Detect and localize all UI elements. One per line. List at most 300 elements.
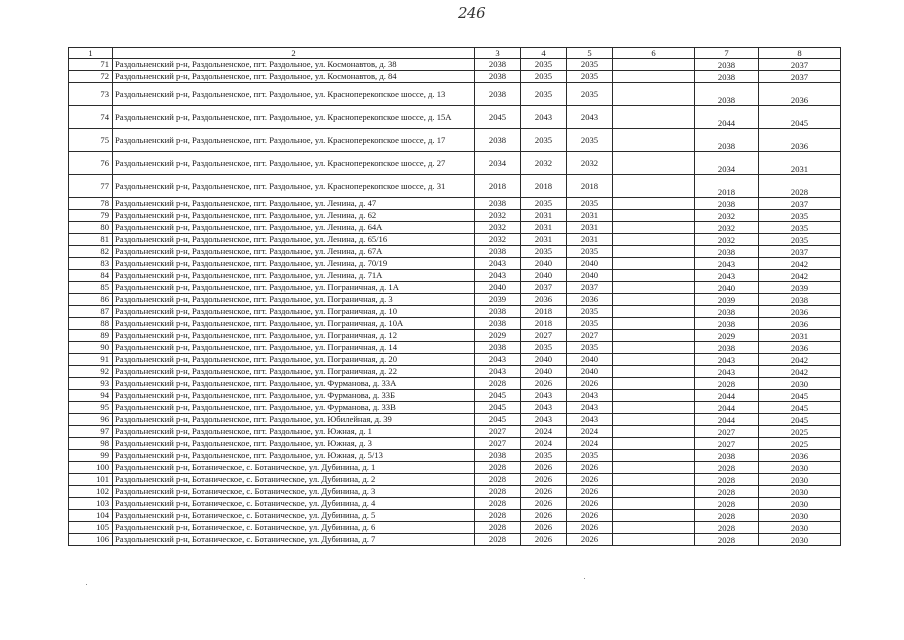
table-row — [69, 306, 841, 318]
col5-cell: 2036 — [567, 294, 613, 306]
col4-cell: 2043 — [521, 106, 567, 129]
col4-cell: 2040 — [521, 270, 567, 282]
row-number-cell: 72 — [69, 71, 113, 83]
table-row — [69, 198, 841, 210]
col5-cell: 2040 — [567, 366, 613, 378]
col4-cell: 2026 — [521, 522, 567, 534]
col3-cell: 2028 — [475, 522, 521, 534]
row-number-cell: 83 — [69, 258, 113, 270]
col4-cell: 2026 — [521, 510, 567, 522]
address-cell: Раздольненский р-н, Раздольненское, пгт. Раздольное, ул. Красноперекопское шоссе, д. 15А — [113, 106, 475, 129]
col5-cell: 2026 — [567, 498, 613, 510]
col3-cell: 2038 — [475, 129, 521, 152]
col5-cell: 2026 — [567, 474, 613, 486]
address-cell: Раздольненский р-н, Раздольненское, пгт. Раздольное, ул. Пограничная, д. 20 — [113, 354, 475, 366]
table-row — [69, 258, 841, 270]
row-number-cell: 106 — [69, 534, 113, 546]
address-cell: Раздольненский р-н, Раздольненское, пгт. Раздольное, ул. Южная, д. 3 — [113, 438, 475, 450]
col8-cell: 2035 — [759, 234, 841, 246]
col6-cell — [613, 498, 695, 510]
address-cell: Раздольненский р-н, Раздольненское, пгт. Раздольное, ул. Фурманова, д. 33А — [113, 378, 475, 390]
column-header: 7 — [695, 48, 759, 59]
table-row — [69, 270, 841, 282]
col5-cell: 2043 — [567, 106, 613, 129]
table-row — [69, 83, 841, 106]
address-cell: Раздольненский р-н, Раздольненское, пгт. Раздольное, ул. Красноперекопское шоссе, д. 31 — [113, 175, 475, 198]
col5-cell: 2035 — [567, 450, 613, 462]
col8-cell: 2030 — [759, 378, 841, 390]
col4-cell: 2024 — [521, 438, 567, 450]
col8-cell: 2045 — [759, 414, 841, 426]
col7-cell: 2032 — [695, 222, 759, 234]
table-row — [69, 402, 841, 414]
address-cell: Раздольненский р-н, Ботаническое, с. Ботаническое, ул. Дубинина, д. 3 — [113, 486, 475, 498]
address-cell: Раздольненский р-н, Раздольненское, пгт. Раздольное, ул. Южная, д. 1 — [113, 426, 475, 438]
col3-cell: 2034 — [475, 152, 521, 175]
col8-cell: 2037 — [759, 71, 841, 83]
address-cell: Раздольненский р-н, Раздольненское, пгт. Раздольное, ул. Пограничная, д. 14 — [113, 342, 475, 354]
col3-cell: 2032 — [475, 222, 521, 234]
col4-cell: 2035 — [521, 342, 567, 354]
table-row — [69, 534, 841, 546]
table-row — [69, 234, 841, 246]
table-row — [69, 354, 841, 366]
table-row — [69, 450, 841, 462]
row-number-cell: 98 — [69, 438, 113, 450]
col8-cell: 2035 — [759, 222, 841, 234]
table-row — [69, 462, 841, 474]
row-number-cell: 75 — [69, 129, 113, 152]
col3-cell: 2045 — [475, 390, 521, 402]
col6-cell — [613, 198, 695, 210]
col4-cell: 2026 — [521, 378, 567, 390]
col3-cell: 2028 — [475, 510, 521, 522]
table-row — [69, 366, 841, 378]
col3-cell: 2028 — [475, 534, 521, 546]
col6-cell — [613, 438, 695, 450]
row-number-cell: 85 — [69, 282, 113, 294]
col4-cell: 2032 — [521, 152, 567, 175]
col7-cell: 2032 — [695, 210, 759, 222]
col4-cell: 2026 — [521, 486, 567, 498]
row-number-cell: 91 — [69, 354, 113, 366]
col3-cell: 2043 — [475, 366, 521, 378]
column-header: 3 — [475, 48, 521, 59]
col3-cell: 2040 — [475, 282, 521, 294]
row-number-cell: 84 — [69, 270, 113, 282]
col8-cell: 2036 — [759, 306, 841, 318]
column-header: 2 — [113, 48, 475, 59]
address-cell: Раздольненский р-н, Раздольненское, пгт. Раздольное, ул. Юбилейная, д. 39 — [113, 414, 475, 426]
col6-cell — [613, 294, 695, 306]
col8-cell: 2039 — [759, 282, 841, 294]
row-number-cell: 105 — [69, 522, 113, 534]
col4-cell: 2035 — [521, 450, 567, 462]
col6-cell — [613, 366, 695, 378]
col5-cell: 2043 — [567, 390, 613, 402]
col4-cell: 2040 — [521, 258, 567, 270]
table-row — [69, 318, 841, 330]
col3-cell: 2032 — [475, 210, 521, 222]
col5-cell: 2035 — [567, 71, 613, 83]
col7-cell: 2038 — [695, 306, 759, 318]
col7-cell: 2043 — [695, 258, 759, 270]
col6-cell — [613, 282, 695, 294]
col8-cell: 2045 — [759, 402, 841, 414]
col7-cell: 2038 — [695, 450, 759, 462]
col6-cell — [613, 534, 695, 546]
row-number-cell: 87 — [69, 306, 113, 318]
row-number-cell: 82 — [69, 246, 113, 258]
col5-cell: 2037 — [567, 282, 613, 294]
col6-cell — [613, 83, 695, 106]
row-number-cell: 90 — [69, 342, 113, 354]
col8-cell: 2045 — [759, 106, 841, 129]
col7-cell: 2028 — [695, 474, 759, 486]
col5-cell: 2026 — [567, 522, 613, 534]
address-cell: Раздольненский р-н, Раздольненское, пгт. Раздольное, ул. Пограничная, д. 22 — [113, 366, 475, 378]
col6-cell — [613, 129, 695, 152]
col4-cell: 2018 — [521, 175, 567, 198]
col7-cell: 2028 — [695, 462, 759, 474]
address-cell: Раздольненский р-н, Раздольненское, пгт. Раздольное, ул. Южная, д. 5/13 — [113, 450, 475, 462]
col8-cell: 2036 — [759, 129, 841, 152]
col4-cell: 2026 — [521, 534, 567, 546]
col4-cell: 2035 — [521, 59, 567, 71]
row-number-cell: 100 — [69, 462, 113, 474]
table-row — [69, 486, 841, 498]
col8-cell: 2045 — [759, 390, 841, 402]
address-cell: Раздольненский р-н, Раздольненское, пгт. Раздольное, ул. Пограничная, д. 1А — [113, 282, 475, 294]
col3-cell: 2027 — [475, 438, 521, 450]
col6-cell — [613, 354, 695, 366]
col6-cell — [613, 462, 695, 474]
table-row — [69, 210, 841, 222]
table-row — [69, 282, 841, 294]
address-cell: Раздольненский р-н, Раздольненское, пгт. Раздольное, ул. Ленина, д. 62 — [113, 210, 475, 222]
col6-cell — [613, 390, 695, 402]
col6-cell — [613, 378, 695, 390]
col6-cell — [613, 330, 695, 342]
col3-cell: 2038 — [475, 246, 521, 258]
col3-cell: 2045 — [475, 106, 521, 129]
col7-cell: 2038 — [695, 71, 759, 83]
col7-cell: 2034 — [695, 152, 759, 175]
address-cell: Раздольненский р-н, Раздольненское, пгт. Раздольное, ул. Ленина, д. 64А — [113, 222, 475, 234]
col8-cell: 2042 — [759, 270, 841, 282]
address-cell: Раздольненский р-н, Раздольненское, пгт. Раздольное, ул. Ленина, д. 70/19 — [113, 258, 475, 270]
col3-cell: 2028 — [475, 462, 521, 474]
table-row — [69, 498, 841, 510]
col8-cell: 2042 — [759, 354, 841, 366]
table-row — [69, 129, 841, 152]
col6-cell — [613, 59, 695, 71]
col8-cell: 2030 — [759, 510, 841, 522]
col4-cell: 2031 — [521, 210, 567, 222]
row-number-cell: 74 — [69, 106, 113, 129]
col5-cell: 2040 — [567, 270, 613, 282]
col3-cell: 2038 — [475, 71, 521, 83]
col3-cell: 2043 — [475, 258, 521, 270]
col5-cell: 2035 — [567, 198, 613, 210]
col5-cell: 2031 — [567, 234, 613, 246]
col6-cell — [613, 246, 695, 258]
table-row — [69, 330, 841, 342]
handwritten-page-number: 246 — [458, 4, 486, 22]
col5-cell: 2043 — [567, 402, 613, 414]
table-row — [69, 175, 841, 198]
col6-cell — [613, 270, 695, 282]
col7-cell: 2040 — [695, 282, 759, 294]
row-number-cell: 73 — [69, 83, 113, 106]
column-header: 5 — [567, 48, 613, 59]
col7-cell: 2038 — [695, 198, 759, 210]
row-number-cell: 102 — [69, 486, 113, 498]
col5-cell: 2035 — [567, 59, 613, 71]
col8-cell: 2036 — [759, 318, 841, 330]
col7-cell: 2038 — [695, 318, 759, 330]
col4-cell: 2043 — [521, 390, 567, 402]
col8-cell: 2036 — [759, 83, 841, 106]
address-cell: Раздольненский р-н, Ботаническое, с. Ботаническое, ул. Дубинина, д. 7 — [113, 534, 475, 546]
col8-cell: 2031 — [759, 330, 841, 342]
col3-cell: 2039 — [475, 294, 521, 306]
col5-cell: 2026 — [567, 534, 613, 546]
col4-cell: 2035 — [521, 129, 567, 152]
table-row — [69, 342, 841, 354]
col7-cell: 2028 — [695, 522, 759, 534]
col8-cell: 2025 — [759, 438, 841, 450]
address-cell: Раздольненский р-н, Раздольненское, пгт. Раздольное, ул. Ленина, д. 71А — [113, 270, 475, 282]
col6-cell — [613, 414, 695, 426]
col6-cell — [613, 342, 695, 354]
address-cell: Раздольненский р-н, Раздольненское, пгт. Раздольное, ул. Космонавтов, д. 38 — [113, 59, 475, 71]
col4-cell: 2040 — [521, 354, 567, 366]
col3-cell: 2038 — [475, 450, 521, 462]
col7-cell: 2028 — [695, 534, 759, 546]
table-row — [69, 59, 841, 71]
address-cell: Раздольненский р-н, Раздольненское, пгт. Раздольное, ул. Ленина, д. 47 — [113, 198, 475, 210]
column-header: 6 — [613, 48, 695, 59]
col5-cell: 2024 — [567, 438, 613, 450]
col4-cell: 2026 — [521, 474, 567, 486]
table-body — [69, 59, 841, 546]
col6-cell — [613, 486, 695, 498]
col6-cell — [613, 106, 695, 129]
col7-cell: 2028 — [695, 378, 759, 390]
col6-cell — [613, 522, 695, 534]
col7-cell: 2028 — [695, 498, 759, 510]
table-row — [69, 222, 841, 234]
table-row — [69, 71, 841, 83]
col5-cell: 2032 — [567, 152, 613, 175]
table-row — [69, 152, 841, 175]
column-header: 1 — [69, 48, 113, 59]
col7-cell: 2027 — [695, 426, 759, 438]
col7-cell: 2038 — [695, 342, 759, 354]
col8-cell: 2031 — [759, 152, 841, 175]
table-row — [69, 246, 841, 258]
table-row — [69, 294, 841, 306]
col4-cell: 2031 — [521, 222, 567, 234]
row-number-cell: 99 — [69, 450, 113, 462]
col6-cell — [613, 71, 695, 83]
col3-cell: 2028 — [475, 498, 521, 510]
col7-cell: 2044 — [695, 106, 759, 129]
housing-schedule-table — [68, 47, 841, 546]
col4-cell: 2027 — [521, 330, 567, 342]
row-number-cell: 95 — [69, 402, 113, 414]
address-cell: Раздольненский р-н, Ботаническое, с. Ботаническое, ул. Дубинина, д. 2 — [113, 474, 475, 486]
col5-cell: 2040 — [567, 354, 613, 366]
col5-cell: 2031 — [567, 222, 613, 234]
col5-cell: 2035 — [567, 342, 613, 354]
table-row — [69, 414, 841, 426]
col6-cell — [613, 258, 695, 270]
col8-cell: 2038 — [759, 294, 841, 306]
col6-cell — [613, 306, 695, 318]
col7-cell: 2028 — [695, 510, 759, 522]
col3-cell: 2038 — [475, 198, 521, 210]
table-row — [69, 510, 841, 522]
col5-cell: 2027 — [567, 330, 613, 342]
col6-cell — [613, 175, 695, 198]
col3-cell: 2028 — [475, 474, 521, 486]
col3-cell: 2045 — [475, 402, 521, 414]
col5-cell: 2035 — [567, 246, 613, 258]
address-cell: Раздольненский р-н, Ботаническое, с. Ботаническое, ул. Дубинина, д. 1 — [113, 462, 475, 474]
col5-cell: 2026 — [567, 510, 613, 522]
col5-cell: 2035 — [567, 129, 613, 152]
address-cell: Раздольненский р-н, Раздольненское, пгт. Раздольное, ул. Космонавтов, д. 84 — [113, 71, 475, 83]
col7-cell: 2038 — [695, 246, 759, 258]
col4-cell: 2035 — [521, 83, 567, 106]
col4-cell: 2035 — [521, 246, 567, 258]
scan-speck — [584, 578, 585, 579]
row-number-cell: 86 — [69, 294, 113, 306]
table-row — [69, 106, 841, 129]
row-number-cell: 104 — [69, 510, 113, 522]
col5-cell: 2040 — [567, 258, 613, 270]
col3-cell: 2018 — [475, 175, 521, 198]
col4-cell: 2043 — [521, 402, 567, 414]
col6-cell — [613, 318, 695, 330]
col7-cell: 2028 — [695, 486, 759, 498]
col7-cell: 2044 — [695, 402, 759, 414]
col3-cell: 2038 — [475, 342, 521, 354]
address-cell: Раздольненский р-н, Раздольненское, пгт. Раздольное, ул. Пограничная, д. 3 — [113, 294, 475, 306]
col4-cell: 2018 — [521, 306, 567, 318]
col8-cell: 2042 — [759, 366, 841, 378]
col4-cell: 2026 — [521, 462, 567, 474]
col8-cell: 2030 — [759, 498, 841, 510]
col4-cell: 2043 — [521, 414, 567, 426]
col6-cell — [613, 402, 695, 414]
col6-cell — [613, 474, 695, 486]
col5-cell: 2035 — [567, 83, 613, 106]
col3-cell: 2038 — [475, 83, 521, 106]
address-cell: Раздольненский р-н, Раздольненское, пгт. Раздольное, ул. Ленина, д. 67А — [113, 246, 475, 258]
col8-cell: 2036 — [759, 450, 841, 462]
col8-cell: 2037 — [759, 198, 841, 210]
row-number-cell: 103 — [69, 498, 113, 510]
col7-cell: 2043 — [695, 366, 759, 378]
address-cell: Раздольненский р-н, Раздольненское, пгт. Раздольное, ул. Ленина, д. 65/16 — [113, 234, 475, 246]
address-cell: Раздольненский р-н, Ботаническое, с. Ботаническое, ул. Дубинина, д. 5 — [113, 510, 475, 522]
row-number-cell: 92 — [69, 366, 113, 378]
col8-cell: 2035 — [759, 210, 841, 222]
col3-cell: 2043 — [475, 270, 521, 282]
col6-cell — [613, 426, 695, 438]
address-cell: Раздольненский р-н, Раздольненское, пгт. Раздольное, ул. Красноперекопское шоссе, д. 17 — [113, 129, 475, 152]
col5-cell: 2035 — [567, 306, 613, 318]
col7-cell: 2029 — [695, 330, 759, 342]
col7-cell: 2027 — [695, 438, 759, 450]
col7-cell: 2018 — [695, 175, 759, 198]
col5-cell: 2043 — [567, 414, 613, 426]
address-cell: Раздольненский р-н, Раздольненское, пгт. Раздольное, ул. Фурманова, д. 33Б — [113, 390, 475, 402]
row-number-cell: 88 — [69, 318, 113, 330]
row-number-cell: 101 — [69, 474, 113, 486]
col3-cell: 2027 — [475, 426, 521, 438]
col7-cell: 2038 — [695, 129, 759, 152]
col3-cell: 2032 — [475, 234, 521, 246]
col4-cell: 2040 — [521, 366, 567, 378]
table-row — [69, 474, 841, 486]
col8-cell: 2042 — [759, 258, 841, 270]
col5-cell: 2035 — [567, 318, 613, 330]
address-cell: Раздольненский р-н, Ботаническое, с. Ботаническое, ул. Дубинина, д. 4 — [113, 498, 475, 510]
column-header: 4 — [521, 48, 567, 59]
row-number-cell: 77 — [69, 175, 113, 198]
table-row — [69, 438, 841, 450]
row-number-cell: 78 — [69, 198, 113, 210]
table-row — [69, 522, 841, 534]
address-cell: Раздольненский р-н, Раздольненское, пгт. Раздольное, ул. Пограничная, д. 12 — [113, 330, 475, 342]
col6-cell — [613, 152, 695, 175]
col3-cell: 2038 — [475, 318, 521, 330]
col7-cell: 2044 — [695, 390, 759, 402]
col5-cell: 2026 — [567, 486, 613, 498]
col7-cell: 2043 — [695, 354, 759, 366]
address-cell: Раздольненский р-н, Раздольненское, пгт. Раздольное, ул. Пограничная, д. 10 — [113, 306, 475, 318]
col4-cell: 2037 — [521, 282, 567, 294]
col5-cell: 2024 — [567, 426, 613, 438]
column-header-row — [69, 48, 841, 59]
address-cell: Раздольненский р-н, Раздольненское, пгт. Раздольное, ул. Красноперекопское шоссе, д. 27 — [113, 152, 475, 175]
col6-cell — [613, 210, 695, 222]
col3-cell: 2043 — [475, 354, 521, 366]
table-row — [69, 378, 841, 390]
row-number-cell: 79 — [69, 210, 113, 222]
col4-cell: 2035 — [521, 71, 567, 83]
address-cell: Раздольненский р-н, Раздольненское, пгт. Раздольное, ул. Красноперекопское шоссе, д. 13 — [113, 83, 475, 106]
col7-cell: 2038 — [695, 83, 759, 106]
col6-cell — [613, 222, 695, 234]
col7-cell: 2038 — [695, 59, 759, 71]
col8-cell: 2030 — [759, 486, 841, 498]
address-cell: Раздольненский р-н, Раздольненское, пгт. Раздольное, ул. Фурманова, д. 33В — [113, 402, 475, 414]
col4-cell: 2036 — [521, 294, 567, 306]
col5-cell: 2026 — [567, 462, 613, 474]
col4-cell: 2031 — [521, 234, 567, 246]
table-row — [69, 390, 841, 402]
col8-cell: 2037 — [759, 246, 841, 258]
col7-cell: 2043 — [695, 270, 759, 282]
row-number-cell: 97 — [69, 426, 113, 438]
row-number-cell: 94 — [69, 390, 113, 402]
col4-cell: 2018 — [521, 318, 567, 330]
